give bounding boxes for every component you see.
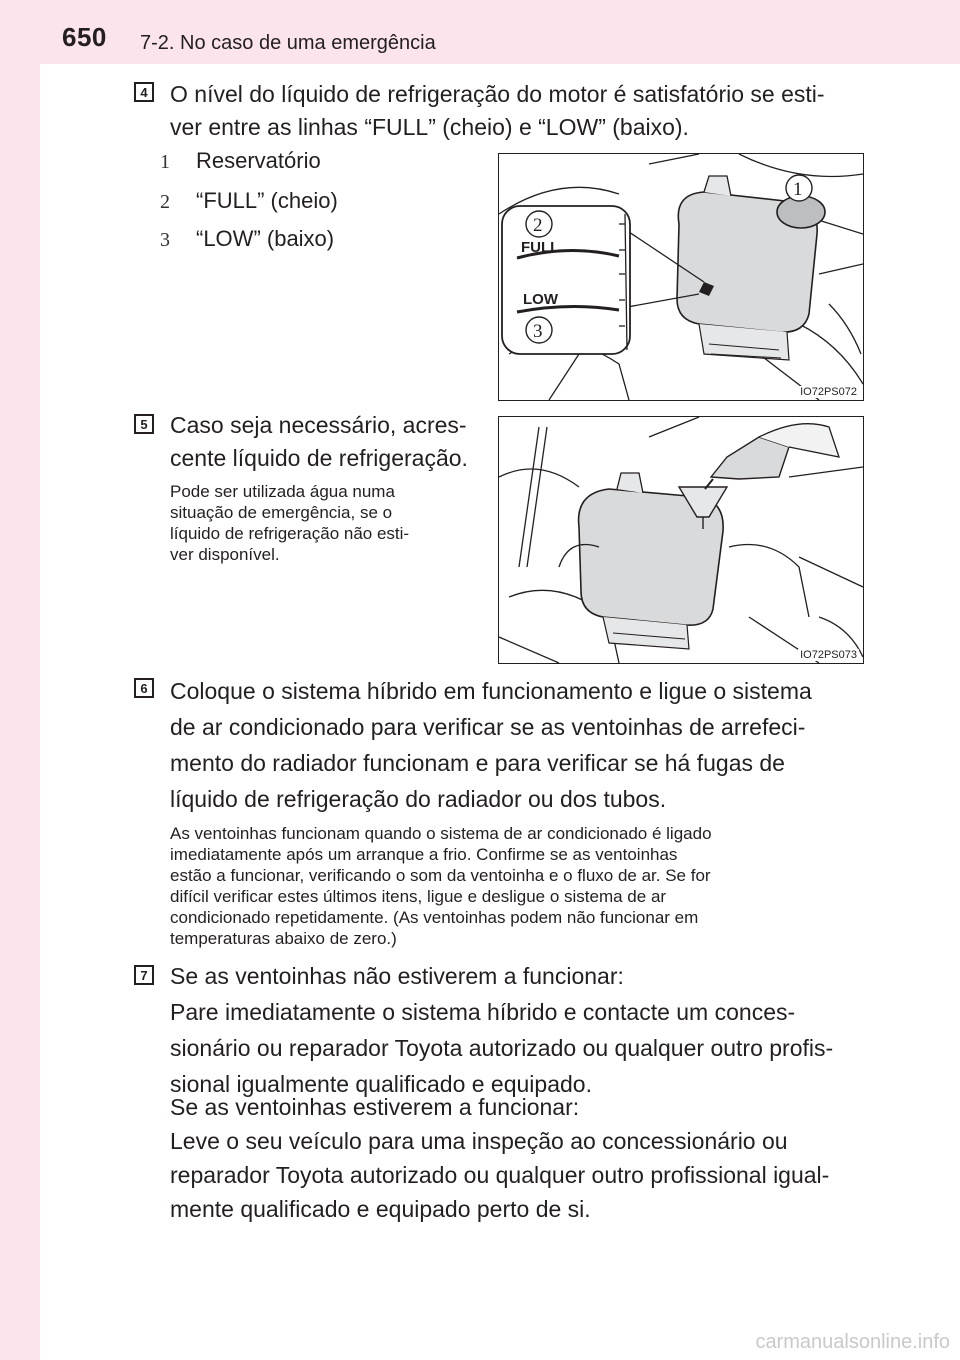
reservoir-illustration (499, 154, 863, 400)
legend-item-reservoir (160, 146, 321, 176)
step-5-line: Caso seja necessário, acres- (170, 412, 467, 438)
side-color-band (0, 0, 40, 1360)
legend-label: “FULL” (cheio) (196, 188, 338, 213)
callout-3-text: 3 (533, 321, 543, 342)
step-7-line: mente qualificado e equipado perto de si. (170, 1196, 591, 1222)
step-badge-6: 6 (134, 678, 154, 698)
step-7-line: Se as ventoinhas estiverem a funcionar: (170, 1094, 580, 1120)
legend-number: 3 (160, 229, 170, 251)
step-6-note-line: As ventoinhas funcionam quando o sistema de ar condicionado é ligado (170, 824, 712, 843)
step-4-line: ver entre as linhas “FULL” (cheio) e “LOW” (baixo). (170, 114, 689, 140)
step-5-text (170, 409, 475, 475)
legend-number: 1 (160, 151, 170, 173)
step-7-line: Leve o seu veículo para uma inspeção ao concessionário ou (170, 1128, 788, 1154)
step-7-text (170, 958, 856, 1102)
step-4-text (170, 78, 860, 144)
step-6-note-line: difícil verificar estes últimos itens, ligue e desligue o sistema de ar (170, 887, 667, 906)
step-5-note-line: líquido de refrigeração não esti- (170, 524, 410, 543)
step-5-note-line: ver disponível. (170, 545, 280, 564)
figure-code: IO72PS073 (800, 649, 857, 661)
step-7-line: reparador Toyota autorizado ou qualquer outro profissional igual- (170, 1162, 830, 1188)
step-6-note-line: estão a funcionar, verificando o som da ventoinha e o fluxo de ar. Se for (170, 866, 711, 885)
legend-number: 2 (160, 191, 170, 213)
step-6-line: de ar condicionado para verificar se as ventoinhas de arrefeci- (170, 714, 806, 740)
step-6-note-line: condicionado repetidamente. (As ventoinhas podem não funcionar em (170, 908, 699, 927)
step-7-text-alt (170, 1090, 856, 1226)
step-7-line: Pare imediatamente o sistema híbrido e contacte um conces- (170, 999, 796, 1025)
page-number: 650 (62, 22, 107, 52)
step-7-line: Se as ventoinhas não estiverem a funcionar: (170, 963, 624, 989)
step-5-line: cente líquido de refrigeração. (170, 445, 468, 471)
step-6-line: Coloque o sistema híbrido em funcionamento e ligue o sistema (170, 678, 812, 704)
figure-add-coolant (498, 416, 864, 664)
callout-2-text: 2 (533, 215, 543, 236)
step-5-note-line: situação de emergência, se o (170, 503, 393, 522)
step-6-line: mento do radiador funcionam e para verificar se há fugas de (170, 750, 785, 776)
legend-item-full (160, 186, 338, 216)
step-badge-4: 4 (134, 82, 154, 102)
full-mark-text: FULL (521, 239, 560, 256)
figure-code: IO72PS072 (800, 386, 857, 398)
step-4-line: O nível do líquido de refrigeração do motor é satisfatório se esti- (170, 81, 825, 107)
step-7-line: sionário ou reparador Toyota autorizado ou qualquer outro profis- (170, 1035, 834, 1061)
legend-label: “LOW” (baixo) (196, 226, 335, 251)
section-title: 7-2. No caso de uma emergência (140, 32, 436, 54)
add-coolant-illustration (499, 417, 863, 663)
watermark-text: carmanualsonline.info (755, 1331, 950, 1353)
low-mark-text: LOW (523, 291, 558, 308)
step-7-line: sional igualmente qualificado e equipado. (170, 1071, 592, 1097)
step-badge-5: 5 (134, 414, 154, 434)
legend-item-low (160, 224, 334, 254)
step-6-note-line: imediatamente após um arranque a frio. Confirme se as ventoinhas (170, 845, 678, 864)
step-badge-7: 7 (134, 965, 154, 985)
callout-1-text: 1 (793, 179, 803, 200)
coolant-bottle-shape (711, 437, 789, 479)
step-6-note-line: temperaturas abaixo de zero.) (170, 929, 397, 948)
step-6-text (170, 673, 856, 817)
figure-reservoir-levels (498, 153, 864, 401)
legend-label: Reservatório (196, 148, 321, 173)
magnified-view-box (502, 206, 630, 354)
step-6-note (170, 823, 856, 949)
step-5-note (170, 481, 475, 565)
step-5-note-line: Pode ser utilizada água numa (170, 482, 395, 501)
step-6-line: líquido de refrigeração do radiador ou dos tubos. (170, 786, 667, 812)
